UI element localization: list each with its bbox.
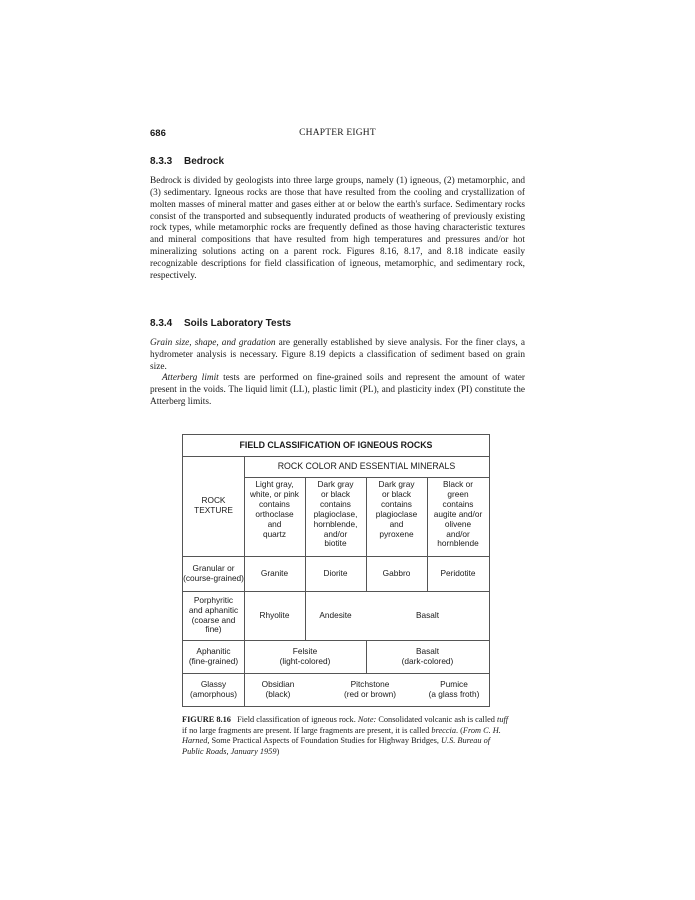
section-title: Soils Laboratory Tests bbox=[184, 318, 292, 329]
grain-size-paragraph bbox=[150, 338, 525, 374]
cell-peridotite: Peridotite bbox=[440, 567, 476, 578]
cell-diorite: Diorite bbox=[323, 567, 348, 578]
page-number: 686 bbox=[150, 128, 166, 139]
texture-porphyritic: Porphyritic and aphanitic (coarse and fine) bbox=[188, 594, 239, 635]
texture-glassy: Glassy (amorphous) bbox=[189, 678, 238, 699]
cell-basalt-dark: Basalt (dark-colored) bbox=[401, 645, 454, 666]
caption-text: . ( bbox=[456, 725, 463, 735]
column-header-light: Light gray, white, or pink contains orthoclase and quartz bbox=[250, 479, 299, 539]
caption-term-tuff: tuff bbox=[497, 715, 509, 724]
cell-obsidian: Obsidian (black) bbox=[261, 678, 295, 699]
section-number: 8.3.3 bbox=[150, 156, 173, 167]
grain-size-text: are generally established by sieve analysis. For the finer clays, a hydrometer analysis is necessary. Figure 8.19 depicts a classification of sediment based on grain size. bbox=[150, 338, 525, 372]
caption-text: ) bbox=[276, 746, 280, 756]
cell-pitchstone: Pitchstone (red or brown) bbox=[343, 678, 397, 699]
section-number: 8.3.4 bbox=[150, 318, 173, 329]
caption-text: Field classification of igneous rock. bbox=[237, 715, 358, 724]
bedrock-paragraph: Bedrock is divided by geologists into three large groups, namely (1) igneous, (2) metamorphic, and (3) sedimentary. Igneous rocks are those that have resulted from the cooling and crystallization of molten masses of mineral matter and gases either at or below the earth's surface. Sedimentary rocks consist of the transported and subsequently indurated products of weathering of previously existing rock types, while metamorphic rocks are frequently defined as those having characteristic textures and mineral compositions that have resulted from high temperatures and pressures and/or hot mineralizing solutions acting on a parent rock. Figures 8.16, 8.17, and 8.18 indicate easily recognizable descriptions for field classification of igneous, metamorphic, and sedimentary rock, respectively. bbox=[150, 176, 525, 281]
cell-rhyolite: Rhyolite bbox=[259, 609, 290, 620]
caption-note-label: Note: bbox=[357, 715, 377, 724]
texture-aphanitic: Aphanitic (fine-grained) bbox=[188, 645, 239, 666]
grain-size-term: Grain size, shape, and gradation bbox=[150, 338, 276, 348]
igneous-classification-table bbox=[182, 434, 490, 707]
section-title: Bedrock bbox=[184, 156, 225, 167]
column-header-dark-hornblende: Dark gray or black contains plagioclase, hornblende, and/or biotite bbox=[313, 479, 358, 549]
running-head bbox=[150, 128, 525, 142]
caption-source-author: From C. H. Harned, bbox=[182, 725, 501, 746]
rock-texture-header: ROCK TEXTURE bbox=[194, 495, 233, 515]
cell-felsite: Felsite (light-colored) bbox=[279, 645, 331, 666]
color-minerals-header: ROCK COLOR AND ESSENTIAL MINERALS bbox=[277, 460, 456, 471]
atterberg-paragraph bbox=[150, 373, 525, 409]
caption-text: Some Practical Aspects of Foundation Studies for Highway Bridges, bbox=[209, 736, 442, 746]
column-header-black-green: Black or green contains augite and/or olivene and/or hornblende bbox=[433, 479, 483, 549]
cell-granite: Granite bbox=[260, 567, 289, 578]
caption-source: U.S. Bureau of Public Roads, January 1959 bbox=[182, 736, 491, 756]
cell-pumice: Pumice (a glass froth) bbox=[428, 678, 480, 699]
figure-caption bbox=[182, 715, 512, 757]
column-header-dark-pyroxene: Dark gray or black contains plagioclase and pyroxene bbox=[375, 479, 418, 539]
cell-gabbro: Gabbro bbox=[382, 567, 411, 578]
cell-andesite: Andesite bbox=[319, 609, 352, 620]
texture-granular: Granular or (course-grained) bbox=[183, 562, 244, 583]
caption-term-breccia: breccia bbox=[431, 725, 456, 735]
atterberg-term: Atterberg limit bbox=[162, 373, 219, 383]
table-title: FIELD CLASSIFICATION OF IGNEOUS ROCKS bbox=[239, 439, 433, 450]
cell-basalt: Basalt bbox=[415, 609, 440, 620]
caption-text: if no large fragments are present. If large fragments are present, it is called bbox=[182, 725, 432, 735]
section-heading-soils-lab-tests bbox=[150, 318, 291, 329]
chapter-title: CHAPTER EIGHT bbox=[299, 128, 376, 138]
caption-text: Consolidated volcanic ash is called bbox=[376, 715, 498, 724]
section-heading-bedrock bbox=[150, 156, 224, 167]
atterberg-text: tests are performed on fine-grained soils and represent the amount of water present in the voids. The liquid limit (LL), plastic limit (PL), and plasticity index (PI) constitute the Atterberg limits. bbox=[150, 373, 525, 407]
figure-label: FIGURE 8.16 bbox=[182, 715, 231, 724]
